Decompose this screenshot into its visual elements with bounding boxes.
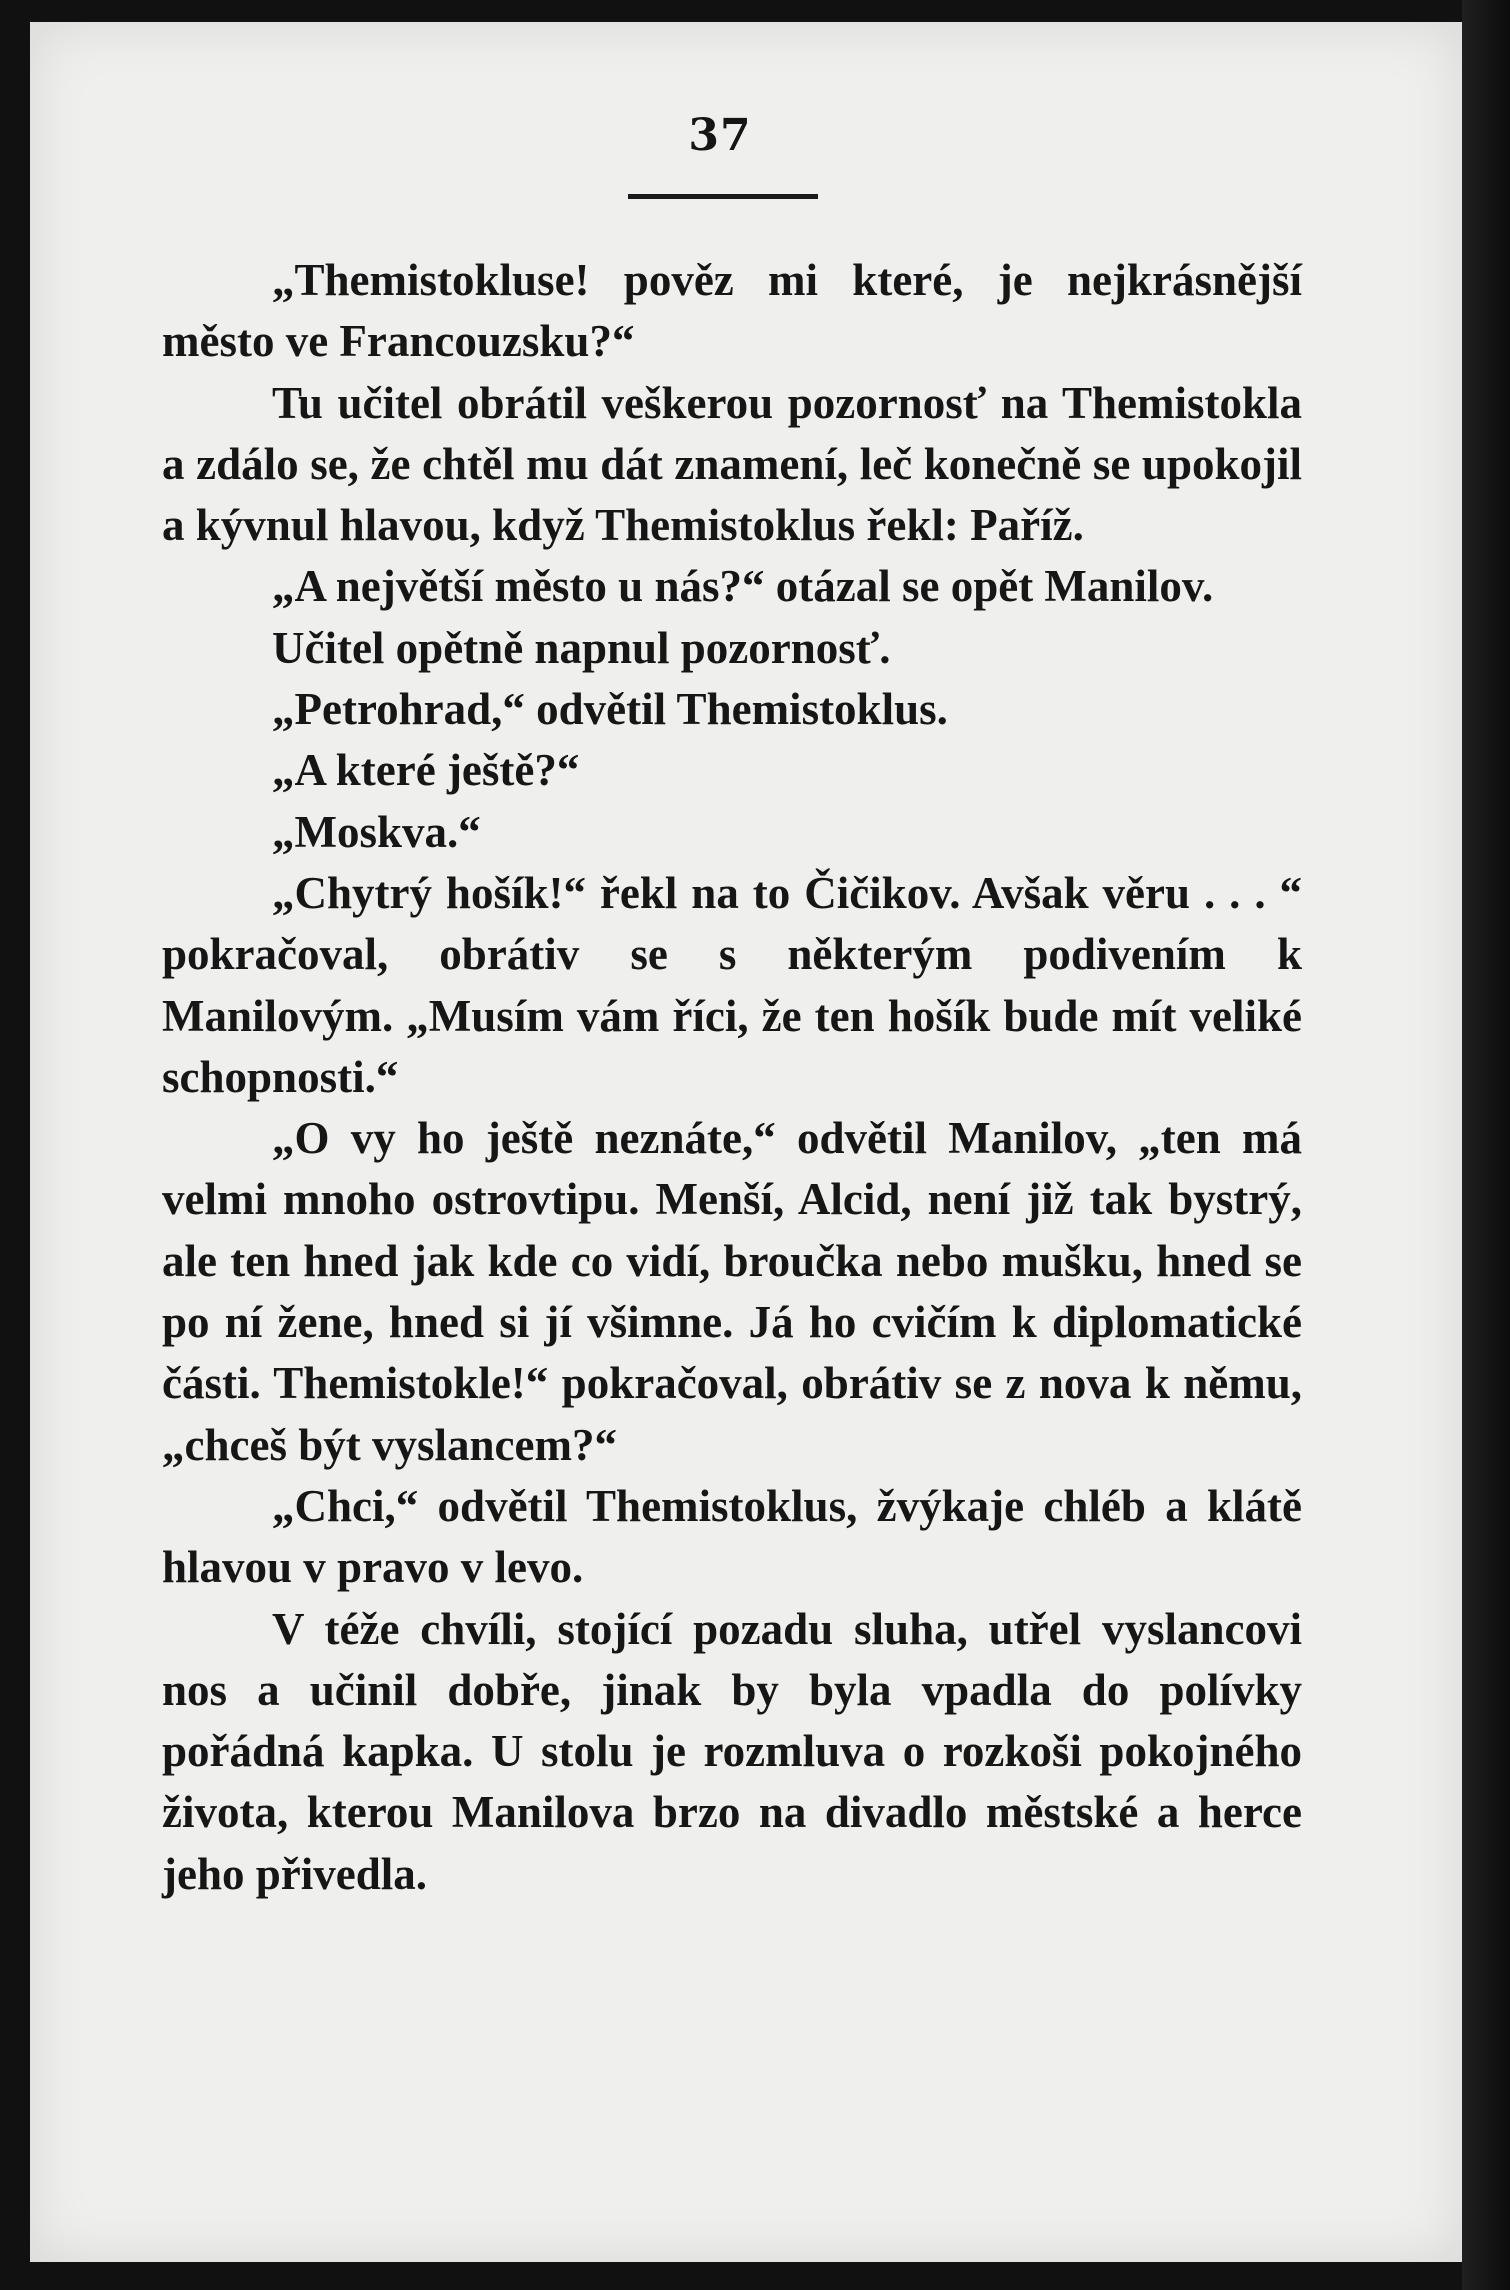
paragraph: „A které ještě?“ — [272, 745, 580, 796]
page-number: 37 — [688, 110, 752, 161]
paragraph: „Themistokluse! pověz mi které, je nejkrásnější město ve Francouzsku?“ — [162, 255, 1302, 367]
paragraph: „Chci,“ odvětil Themistoklus, žvýkaje chléb a klátě hlavou v pravo v levo. — [162, 1480, 1302, 1593]
book-page — [30, 22, 1462, 2262]
page-number-rule — [628, 194, 818, 199]
paragraph: „Chytrý hošík!“ řekl na to Čičikov. Avšak věru . . . “ pokračoval, obrátiv se s některým podivením k Manilovým. „Musím vám říci, že ten hošík bude mít veliké schopnosti.“ — [162, 867, 1302, 1102]
page-edge-shadow — [1462, 0, 1510, 2290]
paragraph: „A největší město u nás?“ otázal se opět Manilov. — [272, 561, 1214, 612]
paragraph: „Moskva.“ — [272, 806, 481, 857]
paragraph: „Petrohrad,“ odvětil Themistoklus. — [272, 684, 948, 735]
body-text — [162, 250, 1302, 1905]
paragraph: Učitel opětně napnul pozornosť. — [272, 622, 891, 673]
paragraph: Tu učitel obrátil veškerou pozornosť na Themistokla a zdálo se, že chtěl mu dát znamení, leč konečně se upokojil a kývnul hlavou, když Themistoklus řekl: Paříž. — [162, 377, 1302, 551]
paragraph: „O vy ho ještě neznáte,“ odvětil Manilov, „ten má velmi mnoho ostrovtipu. Menší, Alcid, není již tak bystrý, ale ten hned jak kde co vidí, broučka nebo mušku, hned se po ní žene, hned si jí všimne. Já ho cvičím k diplomatické části. Themistokle!“ pokračoval, obrátiv se z nova k němu, „chceš být vyslancem?“ — [162, 1113, 1302, 1470]
paragraph: V téže chvíli, stojící pozadu sluha, utřel vyslancovi nos a učinil dobře, jinak by byla vpadla do polívky pořádná kapka. U stolu je rozmluva o rozkoši pokojného života, kterou Manilova brzo na divadlo městské a herce jeho přivedla. — [162, 1603, 1302, 1899]
